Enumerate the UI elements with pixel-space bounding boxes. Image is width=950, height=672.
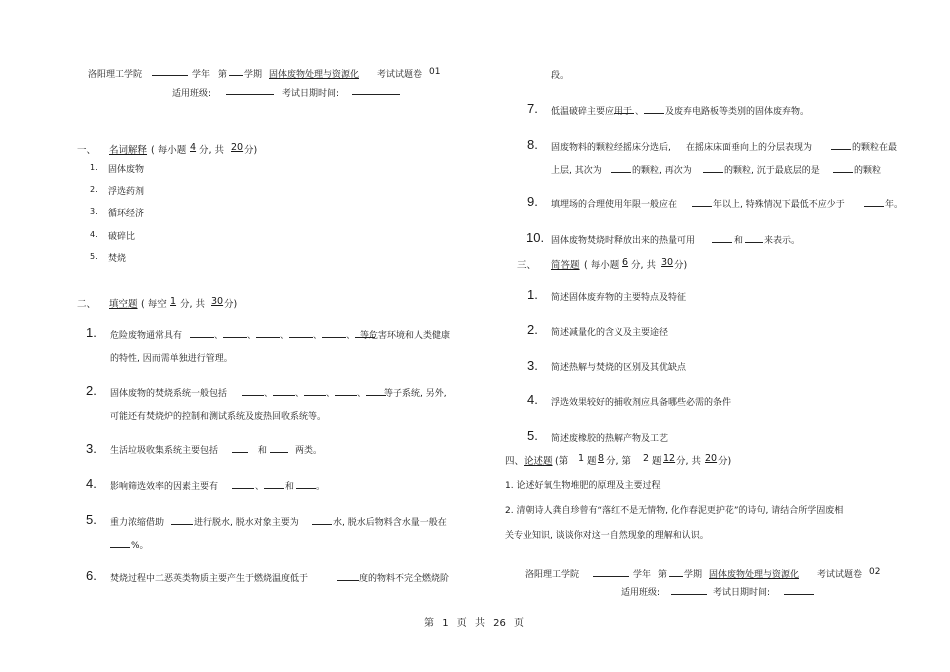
question-text: 的颗粒, 沉于最底层的是 (724, 166, 820, 176)
term-item: 固体废物 (108, 165, 145, 175)
question-text: 焚烧过程中二恶英类物质主要产生于燃烧温度低于 (110, 574, 309, 584)
total-pages: 26 (493, 618, 506, 629)
exam-number: 01 (429, 67, 441, 77)
question-text: 度的物料不完全燃烧阶 (359, 574, 450, 584)
question-number: 9. (527, 194, 538, 209)
footer-text: 页 (456, 618, 467, 629)
question-text: 固体废物的焚烧系统一般包括 (110, 389, 228, 399)
item-number: 3. (90, 207, 98, 216)
question-text: 浮选效果较好的捕收剂应具备哪些必需的条件 (551, 398, 732, 408)
section-title: 简答题 (551, 260, 580, 271)
question-text: 进行脱水, 脱水对象主要为 (194, 518, 299, 528)
answer-blank (703, 163, 723, 173)
section-number: 三、 (517, 260, 537, 271)
term-item: 浮选药剂 (108, 187, 145, 197)
answer-blank (831, 140, 851, 150)
question-number: 3. (86, 441, 97, 456)
question-text: 上层, 其次为 (551, 166, 602, 176)
term-item: 焚烧 (108, 254, 127, 264)
section-desc: 分, 共 (676, 456, 702, 467)
section-desc: 分) (718, 456, 732, 467)
section-per-score: 1 (170, 296, 177, 307)
term-suffix: 学期 (244, 70, 263, 80)
question-text: 固废物料的颗粒经摇床分选后, (551, 143, 671, 153)
school-name: 洛阳理工学院 (88, 70, 143, 80)
section-desc: ( 每小题 (151, 145, 187, 156)
section-desc: 题 (652, 456, 662, 467)
year-blank (152, 66, 188, 76)
year-blank (593, 567, 629, 577)
section-number: 一、 (77, 145, 97, 156)
question-number: 3. (527, 358, 538, 373)
course-name: 固体废物处理与资源化 (269, 70, 360, 80)
section-desc: 题 (587, 456, 597, 467)
exam-label: 考试试题卷 (377, 70, 423, 80)
essay-question: 1. 论述好氧生物堆肥的原理及主要过程 (505, 481, 661, 491)
date-blank (784, 585, 814, 595)
section-score: 8 (598, 453, 605, 464)
section-desc: (第 (555, 456, 569, 467)
section-desc: 分) (224, 299, 238, 310)
question-text: 。 (316, 482, 326, 492)
question-text: 简述废橡胶的热解产物及工艺 (551, 434, 669, 444)
question-number: 2. (86, 383, 97, 398)
answer-blank (692, 197, 712, 207)
question-text: 生活垃圾收集系统主要包括 (110, 446, 219, 456)
question-number: 6. (86, 568, 97, 583)
question-text: 在摇床床面垂向上的分层表现为 (686, 143, 813, 153)
date-blank (352, 85, 400, 95)
question-text: 危险废物通常具有 (110, 331, 183, 341)
answer-blank (110, 538, 130, 548)
question-text: 的特性, 因而需单独进行管理。 (110, 354, 233, 364)
question-number: 10. (526, 230, 545, 245)
section-desc: 分, 共 (631, 260, 657, 271)
footer-text: 页 (514, 618, 525, 629)
question-number: 5. (86, 512, 97, 527)
question-number: 4. (527, 392, 538, 407)
term-blank (669, 567, 683, 577)
question-text: 简述固体废弃物的主要特点及特征 (551, 293, 687, 303)
question-text: 、 (635, 107, 645, 117)
question-text: 年。 (885, 200, 904, 210)
term-blank (229, 66, 243, 76)
section-total-score: 30 (211, 296, 224, 307)
answer-blank (270, 443, 288, 453)
question-text: 的颗粒在最 (852, 143, 898, 153)
question-text: 简述减量化的含义及主要途径 (551, 328, 669, 338)
question-text: 填埋场的合理使用年限一般应在 (551, 200, 678, 210)
term-item: 循环经济 (108, 209, 145, 219)
question-number: 1. (86, 325, 97, 340)
question-text: 可能还有焚烧炉的控制和测试系统及废热回收系统等。 (110, 412, 327, 422)
answer-blank (611, 163, 631, 173)
answer-blank (232, 479, 254, 489)
question-number: 2. (527, 322, 538, 337)
item-number: 4. (90, 230, 98, 239)
section-desc: 分, 共 (199, 145, 225, 156)
section-desc: 分) (244, 145, 258, 156)
question-number: 4. (86, 476, 97, 491)
section-per-score: 6 (622, 257, 629, 268)
question-text: 水, 脱水后物料含水量一般在 (333, 518, 447, 528)
answer-blank (232, 443, 248, 453)
essay-question: 2. 清朝诗人龚自珍曾有“落红不是无情物, 化作春泥更护花”的诗句, 请结合所学固废相 (505, 506, 844, 516)
question-text: 等危害环境和人类健康 (360, 331, 451, 341)
essay-question: 关专业知识, 谈谈你对这一自然现象的理解和认识。 (505, 531, 709, 541)
footer-text: 第 (424, 618, 434, 629)
question-text: %。 (131, 541, 149, 551)
class-label: 适用班级: (621, 588, 661, 598)
section-total-score: 20 (231, 142, 244, 153)
question-number: 5. (527, 428, 538, 443)
question-text: 影响筛选效率的因素主要有 (110, 482, 219, 492)
item-number: 2. (90, 185, 98, 194)
page-footer (424, 614, 524, 629)
course-name: 固体废物处理与资源化 (709, 570, 800, 580)
section-number: 二、 (77, 299, 97, 310)
question-text: 固体废物焚烧时释放出来的热量可用 (551, 236, 696, 246)
section-desc: 分, 共 (180, 299, 206, 310)
question-number: 7. (527, 101, 538, 116)
answer-blank (644, 104, 664, 114)
item-number: 5. (90, 252, 98, 261)
answer-blank (712, 233, 732, 243)
current-page: 1 (442, 618, 449, 629)
question-text: 来表示。 (764, 236, 801, 246)
answer-blanks: 、 、 、 、 (242, 386, 386, 399)
question-text: 、 (255, 482, 265, 492)
section-desc: 1 (578, 453, 585, 464)
section-title: 论述题 (524, 456, 553, 467)
section-number: 四、 (505, 456, 525, 467)
exam-number: 02 (869, 567, 881, 577)
question-text: 和 (734, 236, 744, 246)
exam-label: 考试试题卷 (817, 570, 863, 580)
question-text: 及废弃电路板等类别的固体废弃物。 (665, 107, 810, 117)
answer-blank (296, 479, 316, 489)
question-text: 的颗粒 (854, 166, 882, 176)
item-number: 1. (90, 163, 98, 172)
school-name: 洛阳理工学院 (525, 570, 580, 580)
year-label: 学年 (633, 570, 652, 580)
term-prefix: 第 (658, 570, 668, 580)
question-text: 重力浓缩借助 (110, 518, 165, 528)
date-label: 考试日期时间: (282, 89, 340, 99)
section-title: 名词解释 (109, 145, 148, 156)
class-blank (671, 585, 707, 595)
answer-blanks: 、 、 、 、 、 (190, 328, 375, 341)
class-label: 适用班级: (172, 89, 212, 99)
answer-blank (614, 104, 634, 114)
question-text: 两类。 (295, 446, 323, 456)
section-score: 12 (663, 453, 676, 464)
section-per-score: 4 (190, 142, 197, 153)
question-text: 和 (285, 482, 295, 492)
question-text: 年以上, 特殊情况下最低不应少于 (713, 200, 845, 210)
answer-blank (171, 515, 193, 525)
section-desc: 分) (674, 260, 688, 271)
section-total-score: 20 (705, 453, 718, 464)
question-text: 的颗粒, 再次为 (632, 166, 692, 176)
question-number: 1. (527, 287, 538, 302)
year-label: 学年 (192, 70, 211, 80)
section-desc: ( 每空 (141, 299, 167, 310)
question-text: 段。 (551, 71, 570, 81)
section-desc: 分, 第 (606, 456, 632, 467)
answer-blank (337, 571, 359, 581)
question-text: 低温破碎主要应用于 (551, 107, 633, 117)
term-suffix: 学期 (684, 570, 703, 580)
answer-blank (833, 163, 853, 173)
section-title: 填空题 (109, 299, 138, 310)
footer-text: 共 (474, 618, 485, 629)
answer-blank (312, 515, 332, 525)
answer-blank (264, 479, 284, 489)
term-item: 破碎比 (108, 232, 136, 242)
date-label: 考试日期时间: (713, 588, 771, 598)
section-total-score: 30 (661, 257, 674, 268)
answer-blank (864, 197, 884, 207)
term-prefix: 第 (218, 70, 228, 80)
section-desc: 2 (643, 453, 650, 464)
question-text: 和 (258, 446, 268, 456)
class-blank (226, 85, 274, 95)
question-text: 简述热解与焚烧的区别及其优缺点 (551, 363, 687, 373)
question-text: 等子系统, 另外, (384, 389, 447, 399)
answer-blank (745, 233, 763, 243)
section-desc: ( 每小题 (584, 260, 620, 271)
question-number: 8. (527, 137, 538, 152)
